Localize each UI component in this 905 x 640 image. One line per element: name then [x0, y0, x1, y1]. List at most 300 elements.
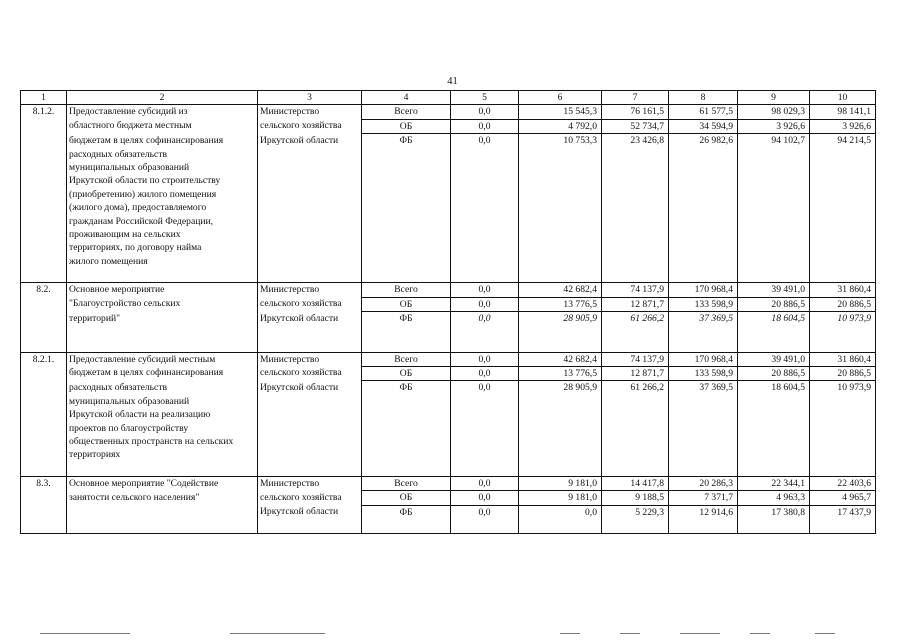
empty-cell — [21, 119, 67, 133]
empty-cell — [669, 462, 738, 477]
empty-cell — [738, 435, 810, 448]
empty-cell — [21, 448, 67, 461]
empty-cell — [810, 241, 876, 254]
amount-cell: 13 776,5 — [519, 297, 602, 311]
amount-cell: 3 926,6 — [738, 119, 810, 133]
header-col-2: 2 — [67, 91, 258, 105]
empty-cell — [451, 255, 519, 268]
empty-cell — [669, 241, 738, 254]
table-row — [21, 312, 876, 326]
executor-line: сельского хозяйства — [258, 366, 362, 380]
empty-cell — [362, 435, 451, 448]
empty-cell — [519, 215, 602, 228]
empty-cell — [451, 435, 519, 448]
empty-cell — [21, 161, 67, 174]
activity-name-line: Основное мероприятие "Содействие — [67, 476, 258, 490]
empty-cell — [67, 462, 258, 477]
table-row — [21, 491, 876, 505]
empty-cell — [519, 462, 602, 477]
empty-cell — [21, 408, 67, 421]
group-spacer — [21, 519, 876, 534]
table-row — [21, 352, 876, 366]
empty-cell — [451, 268, 519, 283]
activity-name-line: Иркутской области на реализацию — [67, 408, 258, 421]
empty-cell — [362, 241, 451, 254]
empty-cell — [362, 228, 451, 241]
amount-cell: 98 029,3 — [738, 105, 810, 119]
amount-cell: 20 886,5 — [810, 366, 876, 380]
empty-cell — [519, 519, 602, 534]
empty-cell — [258, 395, 362, 408]
empty-cell — [258, 148, 362, 161]
table-row — [21, 188, 876, 201]
activity-name-line: территориях — [67, 448, 258, 461]
empty-cell — [602, 161, 669, 174]
amount-cell: 4 965,7 — [810, 491, 876, 505]
amount-cell: 0,0 — [451, 352, 519, 366]
amount-cell: 17 380,8 — [738, 505, 810, 519]
table-row — [21, 476, 876, 490]
empty-cell — [519, 241, 602, 254]
amount-cell: 0,0 — [451, 312, 519, 326]
amount-cell: 0,0 — [451, 283, 519, 297]
empty-cell — [362, 161, 451, 174]
amount-cell: 0,0 — [451, 119, 519, 133]
empty-cell — [669, 519, 738, 534]
empty-cell — [810, 255, 876, 268]
amount-cell: 12 871,7 — [602, 297, 669, 311]
empty-cell — [258, 448, 362, 461]
empty-cell — [451, 519, 519, 534]
empty-cell — [669, 435, 738, 448]
empty-cell — [451, 462, 519, 477]
empty-cell — [362, 148, 451, 161]
executor-line: Иркутской области — [258, 134, 362, 148]
executor-line: сельского хозяйства — [258, 119, 362, 133]
empty-cell — [738, 201, 810, 214]
amount-cell: 42 682,4 — [519, 352, 602, 366]
empty-cell — [451, 148, 519, 161]
empty-cell — [738, 422, 810, 435]
amount-cell: 23 426,8 — [602, 134, 669, 148]
table-row — [21, 148, 876, 161]
header-row — [21, 91, 876, 105]
amount-cell: 13 776,5 — [519, 366, 602, 380]
empty-cell — [738, 148, 810, 161]
empty-cell — [258, 201, 362, 214]
empty-cell — [602, 326, 669, 353]
amount-cell: 31 860,4 — [810, 283, 876, 297]
empty-cell — [738, 255, 810, 268]
amount-cell: 74 137,9 — [602, 283, 669, 297]
empty-cell — [602, 519, 669, 534]
empty-cell — [519, 255, 602, 268]
table-row — [21, 366, 876, 380]
empty-cell — [669, 395, 738, 408]
amount-cell: 12 871,7 — [602, 366, 669, 380]
group-spacer — [21, 268, 876, 283]
table-row — [21, 283, 876, 297]
activity-name-line: "Благоустройство сельских — [67, 297, 258, 311]
empty-cell — [519, 188, 602, 201]
empty-cell — [602, 241, 669, 254]
activity-name-line: бюджетам в целях софинансирования — [67, 366, 258, 380]
funding-source: ФБ — [362, 381, 451, 395]
empty-cell — [602, 422, 669, 435]
empty-cell — [362, 174, 451, 187]
table-row — [21, 255, 876, 268]
empty-cell — [669, 408, 738, 421]
empty-cell — [738, 188, 810, 201]
empty-cell — [451, 448, 519, 461]
activity-name-line: муниципальных образований — [67, 161, 258, 174]
empty-cell — [362, 395, 451, 408]
empty-cell — [67, 519, 258, 534]
amount-cell: 7 371,7 — [669, 491, 738, 505]
amount-cell: 26 982,6 — [669, 134, 738, 148]
empty-cell — [602, 215, 669, 228]
empty-cell — [258, 215, 362, 228]
table-row — [21, 408, 876, 421]
empty-cell — [21, 326, 67, 353]
empty-cell — [669, 188, 738, 201]
empty-cell — [362, 448, 451, 461]
empty-cell — [669, 148, 738, 161]
activity-name-line: проживающим на сельских — [67, 228, 258, 241]
table-row — [21, 119, 876, 133]
empty-cell — [451, 326, 519, 353]
empty-cell — [519, 161, 602, 174]
amount-cell: 17 437,9 — [810, 505, 876, 519]
empty-cell — [602, 408, 669, 421]
executor-line: Министерство — [258, 105, 362, 119]
empty-cell — [258, 268, 362, 283]
funding-source: Всего — [362, 283, 451, 297]
empty-cell — [810, 268, 876, 283]
header-col-6: 6 — [519, 91, 602, 105]
empty-cell — [738, 268, 810, 283]
empty-cell — [602, 268, 669, 283]
empty-cell — [21, 381, 67, 395]
executor-line: Министерство — [258, 476, 362, 490]
table-row — [21, 395, 876, 408]
funding-source: ОБ — [362, 366, 451, 380]
amount-cell: 20 286,3 — [669, 476, 738, 490]
empty-cell — [669, 326, 738, 353]
amount-cell: 94 214,5 — [810, 134, 876, 148]
table-row — [21, 448, 876, 461]
empty-cell — [21, 422, 67, 435]
header-col-4: 4 — [362, 91, 451, 105]
empty-cell — [602, 148, 669, 161]
empty-cell — [810, 148, 876, 161]
funding-source: ОБ — [362, 297, 451, 311]
header-col-9: 9 — [738, 91, 810, 105]
activity-name-line: Предоставление субсидий местным — [67, 352, 258, 366]
empty-cell — [519, 201, 602, 214]
funding-source: Всего — [362, 476, 451, 490]
amount-cell: 76 161,5 — [602, 105, 669, 119]
amount-cell: 0,0 — [451, 505, 519, 519]
header-col-5: 5 — [451, 91, 519, 105]
empty-cell — [362, 408, 451, 421]
empty-cell — [669, 268, 738, 283]
empty-cell — [738, 462, 810, 477]
amount-cell: 20 886,5 — [810, 297, 876, 311]
empty-cell — [258, 422, 362, 435]
empty-cell — [810, 161, 876, 174]
amount-cell: 39 491,0 — [738, 283, 810, 297]
amount-cell: 170 968,4 — [669, 283, 738, 297]
amount-cell: 10 973,9 — [810, 381, 876, 395]
empty-cell — [738, 174, 810, 187]
activity-name-line: общественных пространств на сельских — [67, 435, 258, 448]
table-row — [21, 381, 876, 395]
empty-cell — [258, 174, 362, 187]
activity-name-line: расходных обязательств — [67, 148, 258, 161]
amount-cell: 61 266,2 — [602, 312, 669, 326]
empty-cell — [738, 448, 810, 461]
item-number: 8.2.1. — [21, 352, 67, 366]
empty-cell — [738, 228, 810, 241]
amount-cell: 9 188,5 — [602, 491, 669, 505]
empty-cell — [602, 448, 669, 461]
table-row — [21, 241, 876, 254]
empty-cell — [519, 228, 602, 241]
empty-cell — [451, 228, 519, 241]
empty-cell — [810, 228, 876, 241]
empty-cell — [451, 395, 519, 408]
amount-cell: 133 598,9 — [669, 297, 738, 311]
empty-cell — [21, 462, 67, 477]
empty-cell — [738, 161, 810, 174]
empty-cell — [258, 161, 362, 174]
amount-cell: 0,0 — [451, 381, 519, 395]
activity-name-line: бюджетам в целях софинансирования — [67, 134, 258, 148]
activity-name-line: гражданам Российской Федерации, — [67, 215, 258, 228]
table-row — [21, 215, 876, 228]
amount-cell: 31 860,4 — [810, 352, 876, 366]
empty-cell — [362, 188, 451, 201]
amount-cell: 12 914,6 — [669, 505, 738, 519]
amount-cell: 3 926,6 — [810, 119, 876, 133]
empty-cell — [21, 134, 67, 148]
empty-cell — [451, 408, 519, 421]
empty-cell — [810, 188, 876, 201]
amount-cell: 18 604,5 — [738, 381, 810, 395]
empty-cell — [669, 201, 738, 214]
empty-cell — [602, 174, 669, 187]
activity-name-line: проектов по благоустройству — [67, 422, 258, 435]
amount-cell: 61 266,2 — [602, 381, 669, 395]
executor-line: сельского хозяйства — [258, 297, 362, 311]
empty-cell — [451, 215, 519, 228]
empty-cell — [258, 435, 362, 448]
empty-cell — [810, 422, 876, 435]
activity-name-line: (жилого дома), предоставляемого — [67, 201, 258, 214]
activity-name-line: Предоставление субсидий из — [67, 105, 258, 119]
empty-cell — [810, 435, 876, 448]
empty-cell — [519, 408, 602, 421]
empty-cell — [451, 241, 519, 254]
empty-cell — [21, 268, 67, 283]
amount-cell: 0,0 — [451, 491, 519, 505]
empty-cell — [602, 395, 669, 408]
activity-name-line: (приобретению) жилого помещения — [67, 188, 258, 201]
empty-cell — [258, 408, 362, 421]
empty-cell — [451, 174, 519, 187]
empty-cell — [669, 422, 738, 435]
empty-cell — [21, 255, 67, 268]
executor-line: Иркутской области — [258, 381, 362, 395]
amount-cell: 52 734,7 — [602, 119, 669, 133]
empty-cell — [669, 448, 738, 461]
executor-line: Иркутской области — [258, 505, 362, 519]
empty-cell — [738, 326, 810, 353]
empty-cell — [21, 174, 67, 187]
amount-cell: 37 369,5 — [669, 381, 738, 395]
empty-cell — [362, 215, 451, 228]
empty-cell — [810, 448, 876, 461]
empty-cell — [519, 268, 602, 283]
empty-cell — [67, 505, 258, 519]
empty-cell — [362, 268, 451, 283]
amount-cell: 61 577,5 — [669, 105, 738, 119]
funding-source: ФБ — [362, 312, 451, 326]
funding-source: ФБ — [362, 505, 451, 519]
amount-cell: 133 598,9 — [669, 366, 738, 380]
table-row — [21, 174, 876, 187]
executor-line: Министерство — [258, 352, 362, 366]
group-spacer — [21, 326, 876, 353]
empty-cell — [519, 174, 602, 187]
empty-cell — [258, 228, 362, 241]
empty-cell — [258, 188, 362, 201]
amount-cell: 0,0 — [451, 105, 519, 119]
amount-cell: 20 886,5 — [738, 297, 810, 311]
activity-name-line: жилого помещения — [67, 255, 258, 268]
funding-source: ОБ — [362, 491, 451, 505]
funding-source: ФБ — [362, 134, 451, 148]
activity-name-line: занятости сельского населения" — [67, 491, 258, 505]
amount-cell: 37 369,5 — [669, 312, 738, 326]
page-number: 41 — [447, 76, 458, 87]
header-col-8: 8 — [669, 91, 738, 105]
amount-cell: 0,0 — [451, 366, 519, 380]
empty-cell — [21, 241, 67, 254]
amount-cell: 20 886,5 — [738, 366, 810, 380]
group-spacer — [21, 462, 876, 477]
empty-cell — [21, 312, 67, 326]
empty-cell — [602, 255, 669, 268]
table-row — [21, 201, 876, 214]
amount-cell: 9 181,0 — [519, 476, 602, 490]
amount-cell: 22 403,6 — [810, 476, 876, 490]
empty-cell — [669, 228, 738, 241]
empty-cell — [669, 174, 738, 187]
item-number: 8.2. — [21, 283, 67, 297]
empty-cell — [21, 228, 67, 241]
empty-cell — [602, 462, 669, 477]
amount-cell: 10 753,3 — [519, 134, 602, 148]
empty-cell — [602, 435, 669, 448]
empty-cell — [519, 435, 602, 448]
empty-cell — [21, 395, 67, 408]
empty-cell — [738, 241, 810, 254]
executor-line: Министерство — [258, 283, 362, 297]
amount-cell: 94 102,7 — [738, 134, 810, 148]
empty-cell — [21, 519, 67, 534]
empty-cell — [21, 201, 67, 214]
amount-cell: 28 905,9 — [519, 312, 602, 326]
empty-cell — [258, 326, 362, 353]
empty-cell — [519, 326, 602, 353]
amount-cell: 0,0 — [451, 134, 519, 148]
header-col-7: 7 — [602, 91, 669, 105]
activity-name-line: областного бюджета местным — [67, 119, 258, 133]
empty-cell — [519, 448, 602, 461]
amount-cell: 22 344,1 — [738, 476, 810, 490]
empty-cell — [258, 519, 362, 534]
empty-cell — [451, 188, 519, 201]
amount-cell: 170 968,4 — [669, 352, 738, 366]
amount-cell: 39 491,0 — [738, 352, 810, 366]
empty-cell — [738, 519, 810, 534]
empty-cell — [451, 161, 519, 174]
empty-cell — [810, 174, 876, 187]
activity-name-line: муниципальных образований — [67, 395, 258, 408]
empty-cell — [258, 462, 362, 477]
table-row — [21, 161, 876, 174]
empty-cell — [602, 188, 669, 201]
empty-cell — [738, 395, 810, 408]
empty-cell — [362, 255, 451, 268]
empty-cell — [519, 395, 602, 408]
empty-cell — [669, 161, 738, 174]
empty-cell — [21, 148, 67, 161]
empty-cell — [519, 422, 602, 435]
amount-cell: 15 545,3 — [519, 105, 602, 119]
funding-source: Всего — [362, 105, 451, 119]
empty-cell — [451, 201, 519, 214]
item-number: 8.1.2. — [21, 105, 67, 119]
empty-cell — [362, 422, 451, 435]
header-col-10: 10 — [810, 91, 876, 105]
empty-cell — [810, 395, 876, 408]
empty-cell — [21, 505, 67, 519]
amount-cell: 4 792,0 — [519, 119, 602, 133]
empty-cell — [362, 519, 451, 534]
empty-cell — [519, 148, 602, 161]
amount-cell: 0,0 — [519, 505, 602, 519]
empty-cell — [21, 297, 67, 311]
activity-name-line: территориях, по договору найма — [67, 241, 258, 254]
executor-line: Иркутской области — [258, 312, 362, 326]
empty-cell — [810, 215, 876, 228]
empty-cell — [258, 241, 362, 254]
activity-name-line: территорий" — [67, 312, 258, 326]
funding-source: Всего — [362, 352, 451, 366]
activity-name-line: Иркутской области по строительству — [67, 174, 258, 187]
amount-cell: 98 141,1 — [810, 105, 876, 119]
table-row — [21, 422, 876, 435]
empty-cell — [602, 201, 669, 214]
amount-cell: 4 963,3 — [738, 491, 810, 505]
table-row — [21, 228, 876, 241]
activity-name-line: расходных обязательств — [67, 381, 258, 395]
table-row — [21, 134, 876, 148]
empty-cell — [67, 268, 258, 283]
